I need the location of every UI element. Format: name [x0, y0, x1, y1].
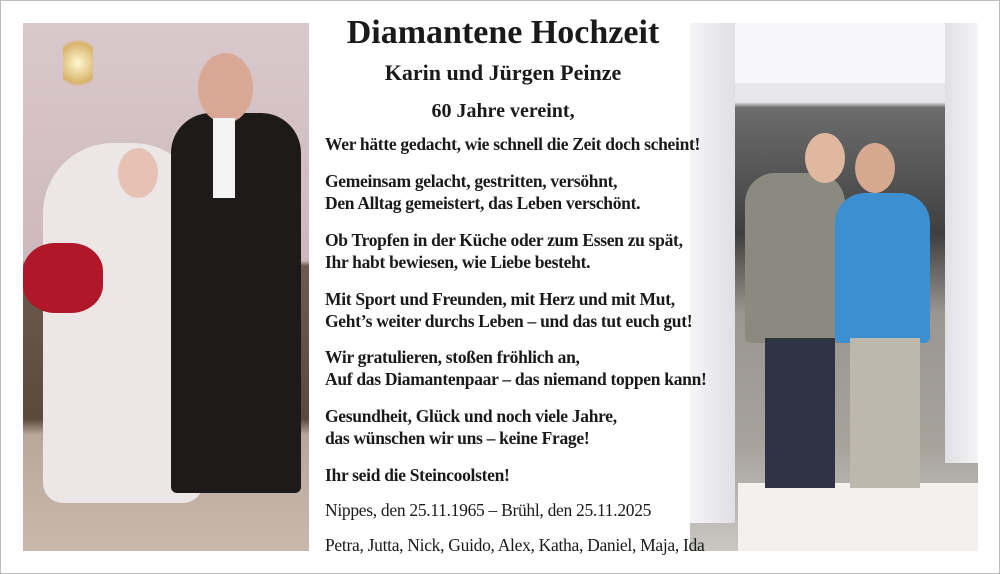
poem-line: Geht’s weiter durchs Leben – und das tut euch gut!	[325, 311, 693, 331]
wedding-photo-1965	[23, 23, 309, 551]
signatures-line: Petra, Jutta, Nick, Guido, Alex, Katha, Daniel, Maja, Ida	[325, 535, 705, 555]
poem-line: Gemeinsam gelacht, gestritten, versöhnt,	[325, 171, 618, 191]
dates-line: Nippes, den 25.11.1965 – Brühl, den 25.11.2025	[325, 500, 652, 520]
couple-names: Karin und Jürgen Peinze	[384, 60, 622, 85]
poem-line: Wer hätte gedacht, wie schnell die Zeit doch scheint!	[325, 134, 701, 154]
poem-line: Ob Tropfen in der Küche oder zum Essen zu spät,	[325, 230, 683, 250]
poem-line: Mit Sport und Freunden, mit Herz und mit Mut,	[325, 289, 675, 309]
poem-line: Den Alltag gemeistert, das Leben verschönt.	[325, 193, 641, 213]
years-together: 60 Jahre vereint,	[431, 100, 575, 122]
title: Diamantene Hochzeit	[346, 14, 660, 51]
poem-line: Wir gratulieren, stoßen fröhlich an,	[325, 347, 580, 367]
poem-line: Gesundheit, Glück und noch viele Jahre,	[325, 406, 617, 426]
poem-line: Auf das Diamantenpaar – das niemand toppen kann!	[325, 369, 707, 389]
couple-photo-2025	[690, 23, 978, 551]
poem-line: Ihr habt bewiesen, wie Liebe besteht.	[325, 252, 591, 272]
poem-line: das wünschen wir uns – keine Frage!	[325, 428, 590, 448]
poem-line: Ihr seid die Steincoolsten!	[325, 465, 510, 485]
